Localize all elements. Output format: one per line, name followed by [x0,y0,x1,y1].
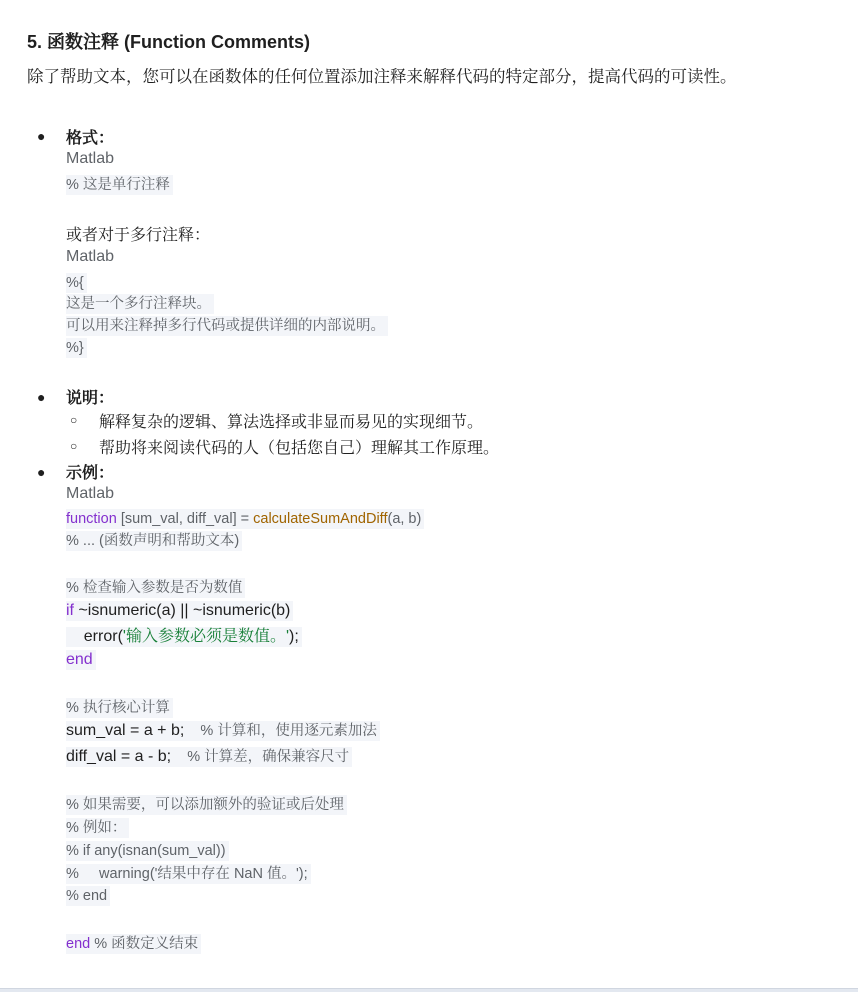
code-comment: % 计算差，确保兼容尺寸 [171,749,350,765]
code-text: diff_val = a - b; [66,748,172,765]
code-line: % 如果需要，可以添加额外的验证或后处理 [66,795,347,815]
code-text: sum_val = a + b; [66,722,185,739]
code-line: %{ [66,273,87,293]
explain-label: 说明： [66,390,115,407]
code-line: % 执行核心计算 [66,698,173,718]
code-keyword: if [66,602,74,619]
format-label: 格式： [66,130,115,147]
code-line: 这是一个多行注释块。 [66,294,214,314]
or-text: 或者对于多行注释： [66,227,211,244]
code-language-label: Matlab [66,248,115,265]
code-line [66,747,352,767]
intro-paragraph: 除了帮助文本，您可以在函数体的任何位置添加注释来解释代码的特定部分，提高代码的可读性。 [27,68,737,86]
code-text: error( [66,628,123,645]
sub-bullet-circle: ○ [70,439,78,453]
code-keyword: end [66,936,91,952]
example-label: 示例： [66,465,115,482]
bullet-dot: ● [37,464,46,480]
code-string: '输入参数必须是数值。' [122,628,290,645]
code-line [66,650,96,670]
bullet-dot: ● [37,389,46,405]
explain-item: 解释复杂的逻辑、算法选择或非显而易见的实现细节。 [99,414,484,431]
code-line: %} [66,338,87,358]
code-language-label: Matlab [66,485,115,502]
code-line [66,934,201,954]
code-line [66,627,302,647]
code-keyword: end [66,651,93,668]
section-heading: 5. 函数注释 (Function Comments) [27,32,310,52]
code-line: % warning('结果中存在 NaN 值。'); [66,864,311,884]
code-line [66,721,380,741]
code-line: % 例如： [66,818,129,838]
code-line [66,601,293,621]
code-language-label: Matlab [66,150,115,167]
code-line: % end [66,886,110,906]
code-line: 可以用来注释掉多行代码或提供详细的内部说明。 [66,316,388,336]
code-line: % 检查输入参数是否为数值 [66,578,245,598]
code-keyword: function [66,511,117,527]
bottom-divider [0,988,858,992]
sub-bullet-circle: ○ [70,413,78,427]
code-comment: % 计算和，使用逐元素加法 [184,723,377,739]
explain-item: 帮助将来阅读代码的人（包括您自己）理解其工作原理。 [99,440,500,457]
code-line [66,509,424,529]
code-line: % if any(isnan(sum_val)) [66,841,229,861]
code-text: (a, b) [387,511,422,527]
code-text: ); [289,628,299,645]
code-line: % 这是单行注释 [66,175,173,195]
code-line: % ... (函数声明和帮助文本) [66,531,242,551]
code-function-name: calculateSumAndDiff [253,511,388,527]
code-comment: % 函数定义结束 [90,936,199,952]
code-text: [sum_val, diff_val] = [116,511,254,527]
code-text: ~isnumeric(a) || ~isnumeric(b) [74,602,291,619]
bullet-dot: ● [37,128,46,144]
